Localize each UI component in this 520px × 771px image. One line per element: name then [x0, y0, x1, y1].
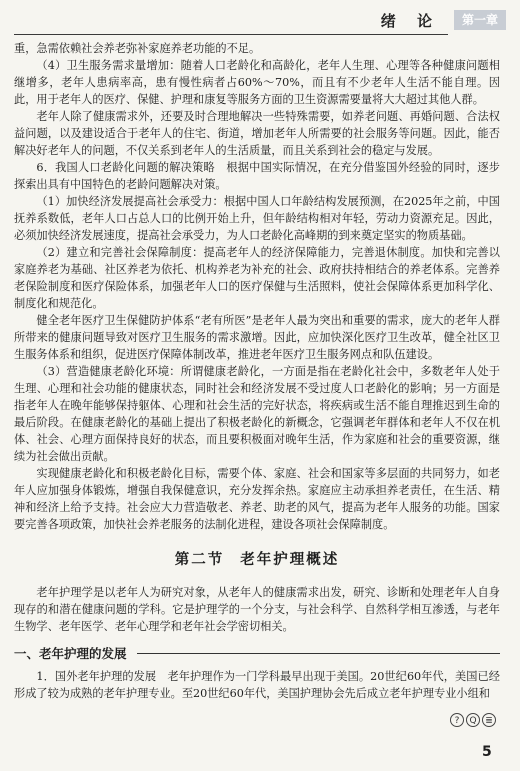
subheading — [14, 644, 500, 662]
body-paragraph: （1）加快经济发展提高社会承受力：根据中国人口年龄结构发展预测，在2025年之前，中国抚养系数低，老年人口占总人口的比例开始上升，但年龄结构相对年轻，劳动力资源充足。因此，必须加快经济发展速度，提高社会承受力，为人口老龄化高峰期的到来奠定坚实的物质基础。 — [14, 195, 500, 242]
question-icon[interactable]: ? — [450, 713, 464, 727]
page-body — [14, 40, 500, 702]
page-number: 5 — [482, 744, 492, 760]
section-intro-paragraph: 老年护理学是以老年人为研究对象，从老年人的健康需求出发，研究、诊断和处理老年人自身现存的和潜在健康问题的学科。它是护理学的一个分支，与社会科学、自然科学相互渗透，与老年生物学、老年医学、老年心理学和老年社会学密切相关。 — [14, 586, 500, 633]
chapter-tag: 第一章 — [454, 10, 506, 30]
section-title: 老年护理概述 — [240, 551, 340, 568]
body-paragraph: 实现健康老龄化和积极老龄化目标，需要个体、家庭、社会和国家等多层面的共同努力，如老年人应加强身体锻炼，增强自我保健意识，充分发挥余热。家庭应主动承担养老责任，在生活、精神和经济上给予支持。社会应大力营造敬老、养老、助老的风气，提高为老年人服务的功能。国家要完善各项政策，加快社会养老服务的法制化进程，建设各项社会保障制度。 — [14, 467, 500, 531]
running-header — [0, 0, 520, 38]
section-heading — [14, 548, 500, 569]
notes-icon[interactable]: ≣ — [482, 713, 496, 727]
body-paragraph: 6．我国人口老龄化问题的解决策略 根据中国实际情况，在充分借鉴国外经验的同时，逐步探索出具有中国特色的老龄问题解决对策。 — [14, 161, 500, 191]
header-rule — [14, 34, 448, 35]
body-paragraph: 老年人除了健康需求外，还要及时合理地解决一些特殊需要，如养老问题、再婚问题、合法权益问题，以及建设适合于老年人的住宅、街道，增加老年人所需要的社会服务等问题。因此，能否解决好老年人的问题，不仅关系到老年人的生活质量，而且关系到社会的稳定与发展。 — [14, 110, 500, 157]
subsection-paragraph: 1．国外老年护理的发展 老年护理作为一门学科最早出现于美国。20世纪60年代，美国已经形成了较为成熟的老年护理专业。至20世纪60年代，美国护理协会先后成立老年护理专业小组和 — [14, 670, 500, 700]
subheading-text: 一、老年护理的发展 — [14, 646, 127, 661]
quiz-icon[interactable]: Q — [466, 713, 480, 727]
body-paragraph: 健全老年医疗卫生保健防护体系“老有所医”是老年人最为突出和重要的需求，庞大的老年人群所带来的健康问题导致对医疗卫生服务的需求激增。因此，应加快深化医疗卫生改革，健全社区卫生服务体系和组织，促进医疗保障体制改革，推进老年医疗卫生服务网点和队伍建设。 — [14, 314, 500, 361]
body-paragraph: 重，急需依赖社会养老弥补家庭养老功能的不足。 — [14, 42, 261, 55]
section-number: 第二节 — [174, 551, 225, 568]
body-paragraph: （3）营造健康老龄化环境：所谓健康老龄化，一方面是指在老龄化社会中，多数老年人处于生理、心理和社会功能的健康状态，同时社会和经济发展不受过度人口老龄化的影响；另一方面是指老年人在晚年能够保持躯体、心理和社会生活的完好状态，将疾病或生活不能自理推迟到生命的最后阶段。在健康老龄化的基础上提出了积极老龄化的新概念，它强调老年群体和老年人不仅在机体、社会、心理方面保持良好的状态，而且要积极面对晚年生活，作为家庭和社会的重要资源，继续为社会做出贡献。 — [14, 365, 500, 463]
running-header-title: 绪 论 — [380, 12, 440, 30]
resource-icons — [450, 713, 496, 727]
body-paragraph: （4）卫生服务需求量增加：随着人口老龄化和高龄化，老年人生理、心理等各种健康问题相继增多，老年人患病率高，患有慢性病者占60%～70%，而且有不少老年人生活不能自理。因此，用于老年人的医疗、保健、护理和康复等服务方面的卫生资源需要量将大大超过其他人群。 — [14, 59, 500, 106]
subheading-rule — [137, 653, 500, 654]
body-paragraph: （2）建立和完善社会保障制度：提高老年人的经济保障能力，完善退休制度。加快和完善以家庭养老为基础、社区养老为依托、机构养老为补充的社会、政府扶持相结合的养老体系。完善养老保险制度和医疗保险体系，加强老年人口的医疗保健与生活照料，使社会保障体系更加科学化、制度化和规范化。 — [14, 246, 500, 310]
